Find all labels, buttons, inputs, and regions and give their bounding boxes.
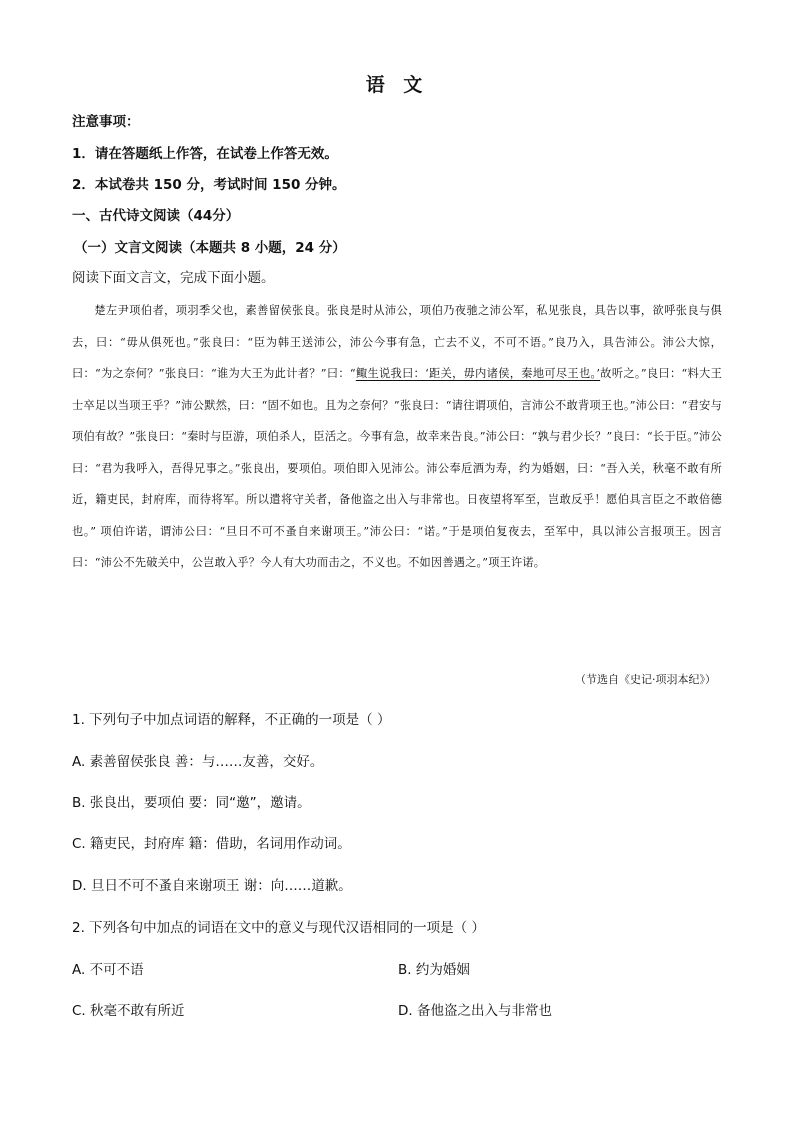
question-1-stem: 1. 下列句子中加点词语的解释，不正确的一项是（ ） [72,712,391,728]
question-1-option-d[interactable]: D. 旦日不可不蚤自来谢项王 谢：向……道歉。 [72,878,352,894]
notice-item-1: 1．请在答题纸上作答，在试卷上作答无效。 [72,146,338,162]
section-heading: 一、古代诗文阅读（44分） [72,208,240,224]
question-1-option-a[interactable]: A. 素善留侯张良 善：与……友善，交好。 [72,754,324,770]
notice-heading: 注意事项： [72,114,140,130]
passage-source: （节选自《史记·项羽本纪》） [575,673,716,686]
question-2-option-d[interactable]: D. 备他盗之出入与非常也 [398,1003,552,1019]
subsection-heading: （一）文言文阅读（本题共 8 小题，24 分） [74,240,346,256]
passage-paragraph [72,295,722,579]
underlined-sentence: 鲰生说我曰：‘距关，毋内诸侯，秦地可尽王也。’ [355,367,601,380]
question-2-option-b[interactable]: B. 约为婚姻 [398,962,470,978]
question-2-option-a[interactable]: A. 不可不语 [72,962,144,978]
passage-text-1: 楚左尹项伯者，项羽季父也，素善留侯张良。张良是时从沛公，项伯乃夜驰之沛公军，私见张良，具告以事，欲呼张良与俱去，曰：“毋从俱死也。”张良曰：“臣为韩王送沛公，沛公今事有急，亡去不义，不可不语。”良乃入，具告沛公。沛公大惊，曰：“为之奈何？”张良曰：“谁为大王为此计者？”曰：“ [72,304,722,380]
notice-item-2: 2．本试卷共 150 分，考试时间 150 分钟。 [72,177,346,193]
classical-passage [72,295,722,579]
page-title: 语 文 [365,74,429,96]
reading-instruction: 阅读下面文言文，完成下面小题。 [72,270,275,286]
question-2-option-c[interactable]: C. 秋毫不敢有所近 [72,1003,185,1019]
passage-text-2: 故听之。”良曰：“料大王士卒足以当项王乎？”沛公默然，曰：“固不如也。且为之奈何？”张良曰：“请往谓项伯，言沛公不敢背项王也。”沛公曰：“君安与项伯有故？”张良曰：“秦时与臣游，项伯杀人，臣活之。今事有急，故幸来告良。”沛公曰：“孰与君少长？”良曰：“长于臣。”沛公曰：“君为我呼入，吾得兄事之。”张良出，要项伯。项伯即入见沛公。沛公奉卮酒为寿，约为婚姻，曰：“吾入关，秋毫不敢有所近，籍吏民，封府库，而待将军。所以遣将守关者，备他盗之出入与非常也。日夜望将军至，岂敢反乎！愿伯具言臣之不敢倍德也。” 项伯许诺，谓沛公曰：“旦日不可不蚤自来谢项王。”沛公曰：“诺。”于是项伯复夜去，至军中，具以沛公言报项王。因言曰：“沛公不先破关中，公岂敢入乎？今人有大功而击之，不义也。不如因善遇之。”项王许诺。 [72,367,722,569]
question-1-option-b[interactable]: B. 张良出，要项伯 要：同“邀”，邀请。 [72,795,311,811]
question-2-stem: 2. 下列各句中加点的词语在文中的意义与现代汉语相同的一项是（ ） [72,920,485,936]
question-1-option-c[interactable]: C. 籍吏民，封府库 籍：借助，名词用作动词。 [72,836,351,852]
